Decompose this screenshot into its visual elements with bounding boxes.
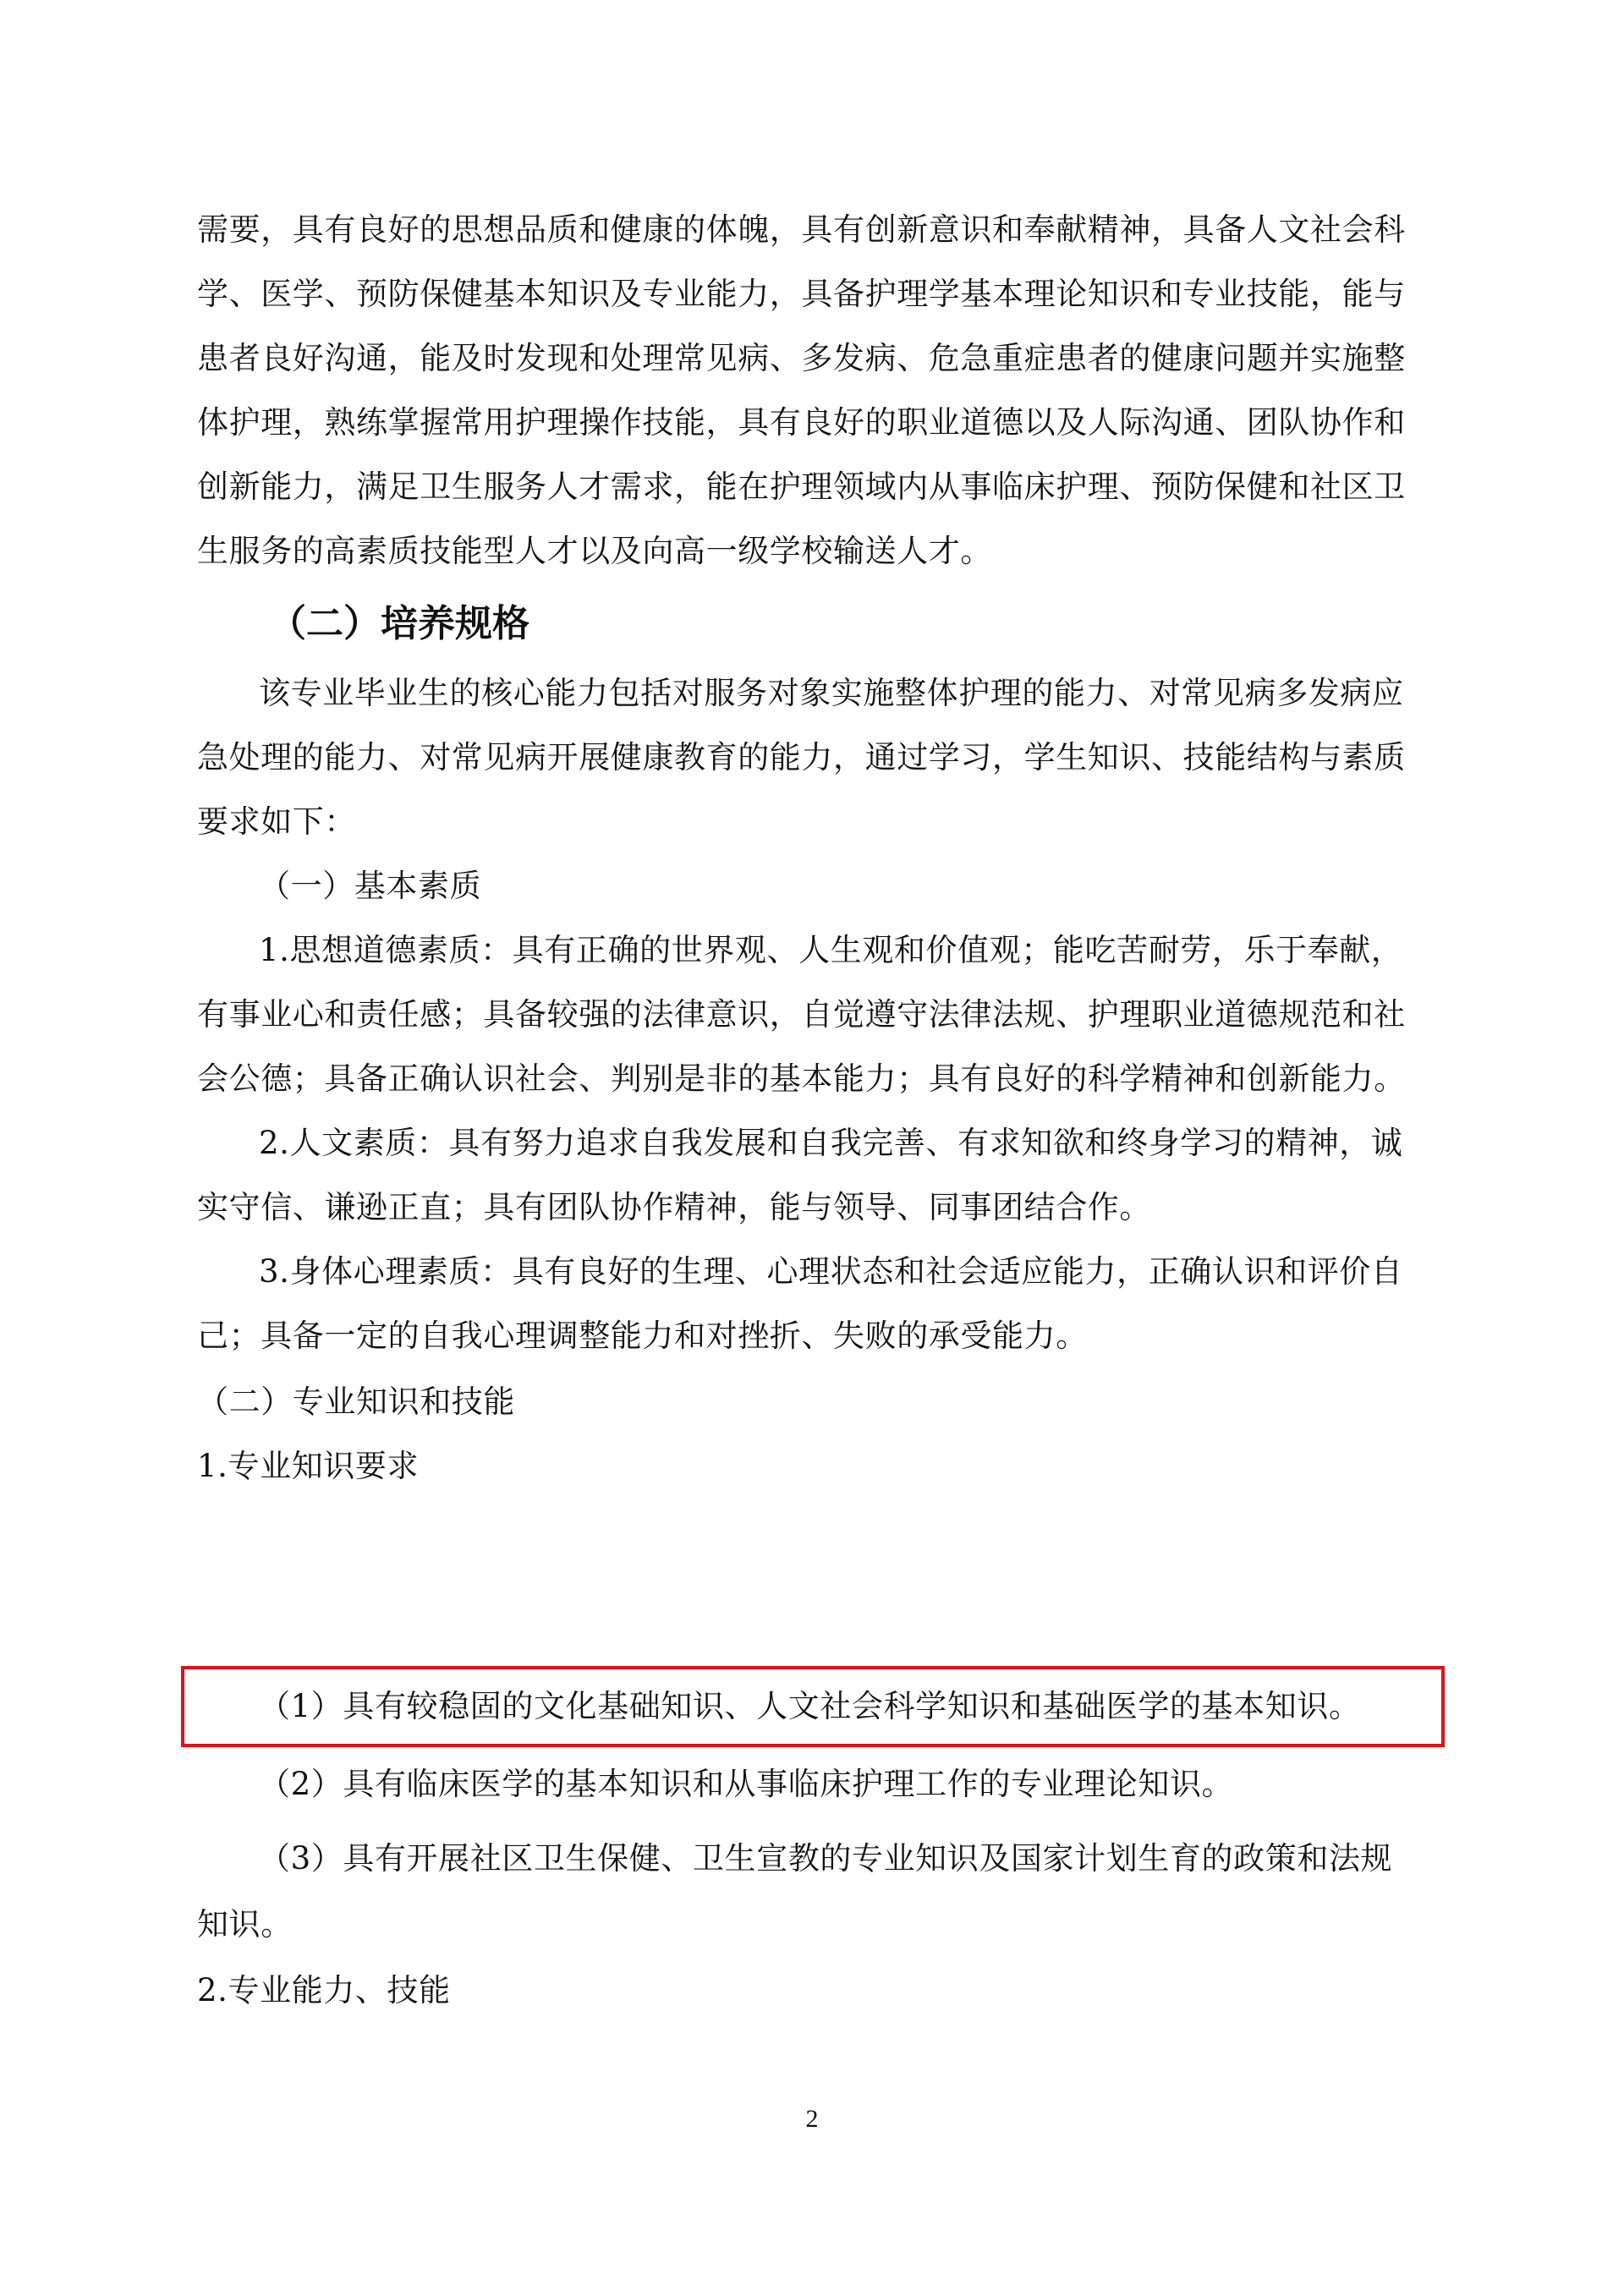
knowledge-line-4: 知识。 [197, 1906, 293, 1943]
quality-line-1: 1.思想道德素质：具有正确的世界观、人生观和价值观；能吃苦耐劳，乐于奉献， [259, 932, 1403, 968]
quality-line-4: 2.人文素质：具有努力追求自我发展和自我完善、有求知欲和终身学习的精神，诚 [259, 1125, 1403, 1161]
quality-line-5: 实守信、谦逊正直；具有团队协作精神，能与领导、同事团结合作。 [197, 1189, 1151, 1225]
knowledge-line-2: （2）具有临床医学的基本知识和从事临床护理工作的专业理论知识。 [259, 1766, 1234, 1802]
spec-line-3: 要求如下： [197, 803, 356, 840]
intro-line-2: 学、医学、预防保健基本知识及专业能力，具备护理学基本理论知识和专业技能，能与 [197, 276, 1406, 312]
knowledge-title: 1.专业知识要求 [197, 1448, 420, 1484]
intro-line-3: 患者良好沟通，能及时发现和处理常见病、多发病、危急重症患者的健康问题并实施整 [197, 340, 1406, 376]
professional-title: （二）专业知识和技能 [197, 1384, 515, 1420]
spec-line-1: 该专业毕业生的核心能力包括对服务对象实施整体护理的能力、对常见病多发病应 [259, 675, 1404, 711]
quality-line-3: 会公德；具备正确认识社会、判别是非的基本能力；具有良好的科学精神和创新能力。 [197, 1060, 1406, 1097]
basic-quality-title: （一）基本素质 [259, 868, 482, 904]
knowledge-line-3: （3）具有开展社区卫生保健、卫生宣教的专业知识及国家计划生育的政策和法规 [259, 1840, 1393, 1877]
quality-line-2: 有事业心和责任感；具备较强的法律意识，自觉遵守法律法规、护理职业道德规范和社 [197, 996, 1406, 1033]
intro-line-5: 创新能力，满足卫生服务人才需求，能在护理领域内从事临床护理、预防保健和社区卫 [197, 469, 1406, 505]
intro-line-1: 需要，具有良好的思想品质和健康的体魄，具有创新意识和奉献精神，具备人文社会科 [197, 211, 1406, 248]
section-heading: （二）培养规格 [269, 602, 529, 645]
quality-line-7: 己；具备一定的自我心理调整能力和对挫折、失败的承受能力。 [197, 1318, 1088, 1354]
knowledge-line-1: （1）具有较稳固的文化基础知识、人文社会科学知识和基础医学的基本知识。 [259, 1688, 1361, 1724]
skills-title: 2.专业能力、技能 [197, 1972, 451, 2008]
intro-line-6: 生服务的高素质技能型人才以及向高一级学校输送人才。 [197, 533, 992, 569]
quality-line-6: 3.身体心理素质：具有良好的生理、心理状态和社会适应能力，正确认识和评价自 [259, 1253, 1403, 1290]
spec-line-2: 急处理的能力、对常见病开展健康教育的能力，通过学习，学生知识、技能结构与素质 [197, 739, 1406, 775]
page-number: 2 [805, 2105, 819, 2133]
intro-line-4: 体护理，熟练掌握常用护理操作技能，具有良好的职业道德以及人际沟通、团队协作和 [197, 404, 1406, 441]
